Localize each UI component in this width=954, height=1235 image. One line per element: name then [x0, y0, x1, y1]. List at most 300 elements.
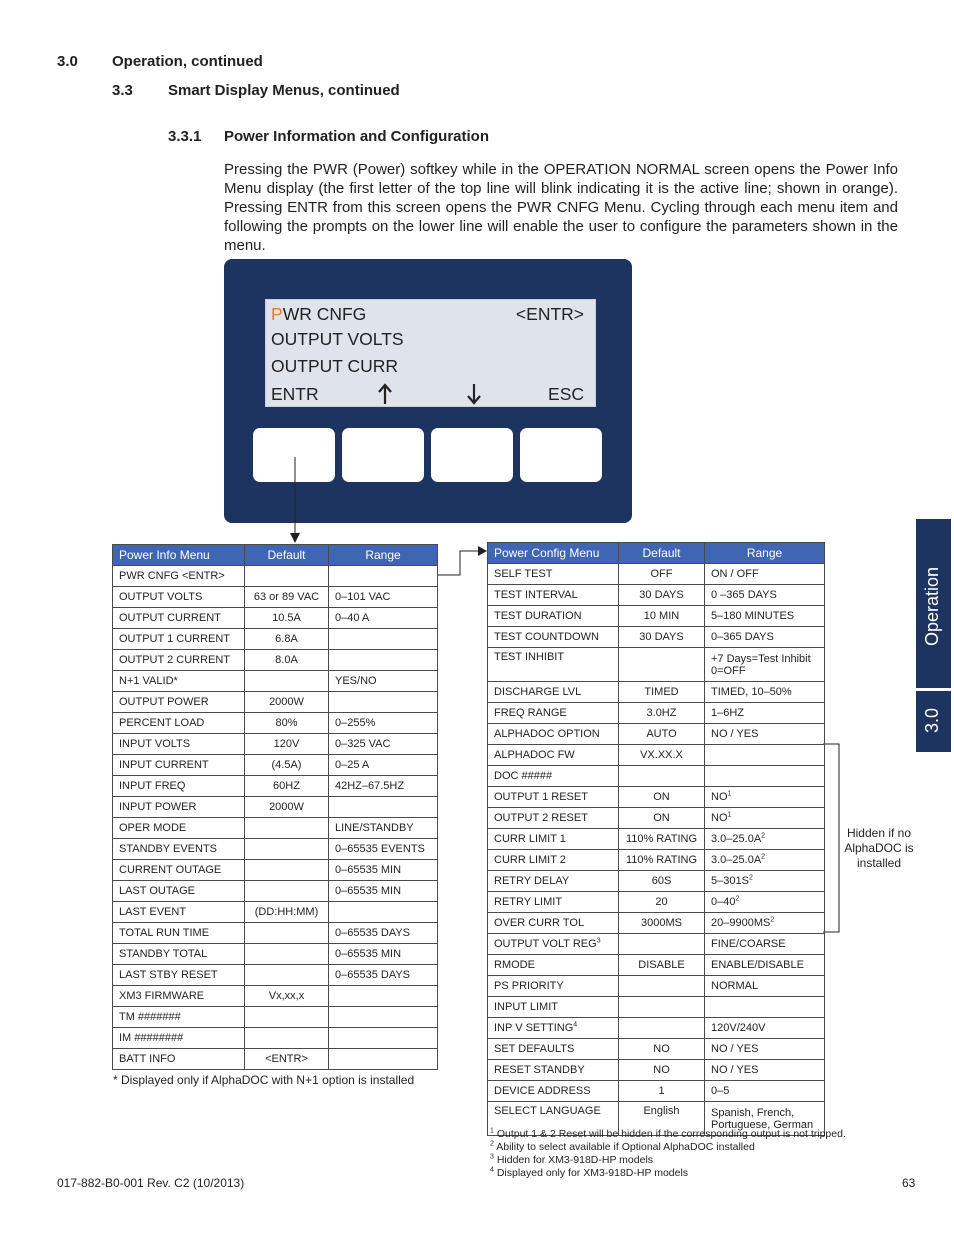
table-row: [113, 671, 438, 692]
active-letter: P: [271, 304, 283, 324]
range-cell: [705, 808, 825, 829]
range-cell: [705, 724, 825, 745]
default-cell: [245, 692, 329, 713]
default-cell: [619, 808, 705, 829]
table-row: [488, 724, 825, 745]
menu-item-cell-text: INPUT CURRENT: [119, 759, 209, 771]
range-cell: [329, 881, 438, 902]
table-row: [113, 566, 438, 587]
range-cell: [705, 955, 825, 976]
default-cell: [619, 627, 705, 648]
range-cell: [329, 1028, 438, 1049]
menu-item-cell-text: ALPHADOC OPTION: [494, 728, 600, 740]
menu-item-cell: [488, 913, 619, 934]
menu-item-cell: [488, 703, 619, 724]
menu-item-cell: [113, 797, 245, 818]
default-cell: [245, 797, 329, 818]
menu-item-cell-text: SELF TEST: [494, 568, 553, 580]
table-row: [113, 839, 438, 860]
table-row: [113, 965, 438, 986]
default-cell: [619, 703, 705, 724]
default-cell: [245, 881, 329, 902]
range-cell: [705, 787, 825, 808]
default-cell: [619, 724, 705, 745]
range-cell: [329, 923, 438, 944]
default-cell-text: 10.5A: [272, 612, 301, 624]
default-cell-text: <ENTR>: [265, 1053, 308, 1065]
range-cell: [705, 627, 825, 648]
range-cell: [705, 892, 825, 913]
range-cell: [329, 965, 438, 986]
side-tab-number: 3.0: [922, 707, 942, 733]
range-cell-text: LINE/STANDBY: [335, 822, 414, 834]
table-row: [488, 766, 825, 787]
table-row: [113, 902, 438, 923]
menu-item-cell: [113, 776, 245, 797]
table-row: [113, 650, 438, 671]
alphadoc-hidden-note: [839, 826, 919, 871]
range-cell-text: 0–65535 EVENTS: [335, 843, 425, 855]
table-header-row: [488, 543, 825, 564]
default-cell: [619, 787, 705, 808]
menu-item-cell-text: LAST EVENT: [119, 906, 187, 918]
footnote-ref: 3: [596, 937, 601, 945]
range-cell-text: 0–40: [711, 896, 736, 908]
range-cell: [329, 713, 438, 734]
range-cell: [329, 566, 438, 587]
menu-item-cell: [488, 724, 619, 745]
menu-item-cell: [488, 606, 619, 627]
default-cell-text: AUTO: [646, 728, 677, 740]
table-row: [488, 829, 825, 850]
range-cell-text: 0–65535 MIN: [335, 864, 402, 876]
default-cell: [245, 860, 329, 881]
table-row: [488, 913, 825, 934]
menu-item-cell-text: TOTAL RUN TIME: [119, 927, 210, 939]
side-tab-divider: [916, 688, 951, 691]
menu-item-cell-text: CURR LIMIT 2: [494, 854, 566, 866]
footnote-ref: 2: [761, 853, 766, 861]
default-cell: [245, 839, 329, 860]
default-cell: [619, 871, 705, 892]
table-row: [488, 745, 825, 766]
range-cell-text: NORMAL: [711, 980, 759, 992]
menu-item-cell-text: OVER CURR TOL: [494, 917, 585, 929]
range-line-2: Portuguese, German: [711, 1118, 814, 1131]
default-cell: [245, 986, 329, 1007]
range-cell: [329, 860, 438, 881]
range-cell: [329, 818, 438, 839]
menu-item-cell: [488, 1018, 619, 1039]
default-cell-text: 60S: [651, 875, 672, 887]
menu-item-cell-text: PERCENT LOAD: [119, 717, 205, 729]
menu-item-cell-text: OUTPUT POWER: [119, 696, 209, 708]
footnote-ref: 1: [727, 811, 732, 819]
note-line: installed: [856, 856, 902, 870]
menu-item-cell-text: RMODE: [494, 959, 535, 971]
range-cell: [329, 692, 438, 713]
range-cell-text: 0–5: [711, 1085, 730, 1097]
subsubsection-number: 3.3.1: [168, 128, 202, 145]
range-cell: [705, 648, 825, 682]
footnote-ref: 2: [735, 895, 740, 903]
menu-item-cell: [113, 587, 245, 608]
footnote: $^1$ Output 1 & 2 Reset will be hidden if the corresponding output is not tripped.: [490, 1127, 846, 1140]
table-row: [488, 1081, 825, 1102]
menu-item-cell-text: N+1 VALID*: [119, 675, 178, 687]
default-cell: [245, 629, 329, 650]
menu-item-cell: [113, 566, 245, 587]
table-row: [488, 585, 825, 606]
table-row: [488, 850, 825, 871]
menu-item-cell: [488, 829, 619, 850]
default-cell-text: VX.XX.X: [640, 749, 683, 761]
menu-item-cell-text: PWR CNFG <ENTR>: [119, 570, 225, 582]
menu-item-cell-text: INPUT VOLTS: [119, 738, 191, 750]
default-cell: [245, 1028, 329, 1049]
menu-item-cell-text: STANDBY TOTAL: [119, 948, 208, 960]
default-cell-text: 120V: [273, 738, 300, 750]
default-cell: [245, 944, 329, 965]
table-row: [488, 997, 825, 1018]
menu-item-cell: [113, 734, 245, 755]
menu-item-cell: [488, 766, 619, 787]
range-cell: [329, 776, 438, 797]
footnote-ref: 1: [727, 790, 732, 798]
menu-item-cell: [488, 808, 619, 829]
range-cell: [329, 629, 438, 650]
menu-item-cell: [113, 692, 245, 713]
default-cell: [619, 1039, 705, 1060]
default-cell: [619, 682, 705, 703]
table-row: [113, 734, 438, 755]
default-cell: [245, 755, 329, 776]
range-cell: [705, 606, 825, 627]
lcd-line-2: OUTPUT VOLTS: [271, 329, 404, 349]
page-number: 63: [902, 1176, 916, 1190]
table-row: [488, 1060, 825, 1081]
table-row: [113, 923, 438, 944]
menu-item-cell: [113, 923, 245, 944]
menu-item-cell: [488, 892, 619, 913]
menu-item-cell: [488, 1039, 619, 1060]
default-cell-text: (4.5A): [271, 759, 302, 771]
table-row: [488, 703, 825, 724]
menu-item-cell-text: DEVICE ADDRESS: [494, 1085, 591, 1097]
footnote: $^4$ Displayed only for XM3-918D-HP models: [490, 1166, 689, 1179]
default-cell: [619, 1060, 705, 1081]
menu-item-cell: [488, 997, 619, 1018]
column-header: Range: [705, 543, 825, 564]
table-row: [488, 682, 825, 703]
range-cell-text: NO: [711, 812, 728, 824]
range-cell-text: 42HZ–67.5HZ: [335, 780, 405, 792]
column-header: Default: [245, 545, 329, 566]
range-cell: [705, 934, 825, 955]
range-line-2: 0=OFF: [711, 664, 746, 677]
default-cell-text: 30 DAYS: [639, 589, 684, 601]
side-tab-label: Operation: [922, 566, 942, 646]
range-cell: [705, 1060, 825, 1081]
table-row: [488, 892, 825, 913]
footnote-ref: 2: [770, 916, 775, 924]
menu-item-cell: [113, 860, 245, 881]
default-cell: [619, 997, 705, 1018]
table-row: [488, 976, 825, 997]
menu-item-cell-text: OUTPUT 1 RESET: [494, 791, 588, 803]
menu-item-cell-text: IM ########: [119, 1032, 184, 1044]
table-row: [113, 587, 438, 608]
range-cell: [329, 902, 438, 923]
table-row: [113, 881, 438, 902]
default-cell-text: NO: [653, 1064, 670, 1076]
footnote: $^2$ Ability to select available if Optional AlphaDOC installed: [490, 1140, 755, 1153]
range-cell-text: 0–365 DAYS: [711, 631, 774, 643]
default-cell-text: 2000W: [269, 696, 304, 708]
table-row: [113, 713, 438, 734]
range-cell: [329, 671, 438, 692]
menu-item-cell-text: RESET STANDBY: [494, 1064, 585, 1076]
menu-item-cell: [113, 671, 245, 692]
menu-item-cell: [113, 608, 245, 629]
table-row: [113, 860, 438, 881]
range-cell-text: NO: [711, 791, 728, 803]
menu-item-cell: [113, 1049, 245, 1070]
default-cell-text: ON: [653, 812, 670, 824]
default-cell-text: 3000MS: [641, 917, 682, 929]
default-cell: [619, 1018, 705, 1039]
default-cell: [619, 606, 705, 627]
menu-item-cell: [488, 648, 619, 682]
menu-item-cell: [488, 976, 619, 997]
range-cell: [329, 734, 438, 755]
menu-item-cell-text: TEST DURATION: [494, 610, 582, 622]
table-row: [113, 1049, 438, 1070]
range-cell: [705, 766, 825, 787]
range-cell-text: +7 Days=Test Inhibit: [711, 652, 811, 665]
table-row: [488, 787, 825, 808]
menu-item-cell-text: OPER MODE: [119, 822, 187, 834]
range-cell-text: NO / YES: [711, 1064, 759, 1076]
range-cell-text: 5–301S: [711, 875, 749, 887]
menu-item-cell-text: SELECT LANGUAGE: [494, 1105, 601, 1117]
column-header: Power Config Menu: [488, 543, 619, 564]
document-id: 017-882-B0-001 Rev. C2 (10/2013): [57, 1176, 245, 1190]
default-cell: [619, 892, 705, 913]
section-title: Operation, continued: [112, 53, 263, 70]
range-cell-text: NO / YES: [711, 728, 759, 740]
range-cell-text: 120V/240V: [711, 1022, 766, 1034]
default-cell: [245, 650, 329, 671]
table-row: [488, 1018, 825, 1039]
menu-item-cell-text: LAST OUTAGE: [119, 885, 196, 897]
menu-item-cell-text: ALPHADOC FW: [494, 749, 575, 761]
default-cell: [245, 1049, 329, 1070]
range-cell: [329, 608, 438, 629]
menu-item-cell-text: FREQ RANGE: [494, 707, 567, 719]
default-cell: [619, 913, 705, 934]
range-cell: [705, 997, 825, 1018]
range-cell: [329, 986, 438, 1007]
subsection-number: 3.3: [112, 82, 133, 99]
table-row: [488, 648, 825, 682]
menu-item-cell-text: RETRY DELAY: [494, 875, 570, 887]
menu-item-cell-text: TEST COUNTDOWN: [494, 631, 599, 643]
default-cell: [619, 745, 705, 766]
menu-item-cell: [113, 1028, 245, 1049]
power-info-menu-table: [112, 544, 438, 1070]
menu-item-cell-text: TEST INHIBIT: [494, 651, 565, 663]
table-header-row: [113, 545, 438, 566]
menu-item-cell: [113, 650, 245, 671]
default-cell: [619, 850, 705, 871]
range-cell: [705, 682, 825, 703]
range-cell: [705, 850, 825, 871]
default-cell-text: Vx,xx,x: [268, 990, 305, 1002]
menu-item-cell-text: DOC #####: [494, 770, 553, 782]
range-cell-text: 0–325 VAC: [335, 738, 391, 750]
range-cell: [329, 797, 438, 818]
range-cell: [329, 1049, 438, 1070]
default-cell-text: 60HZ: [273, 780, 300, 792]
default-cell: [245, 734, 329, 755]
default-cell-text: (DD:HH:MM): [254, 906, 319, 918]
default-cell-text: OFF: [650, 568, 673, 580]
section-number: 3.0: [57, 53, 78, 70]
menu-item-cell: [113, 881, 245, 902]
default-cell-text: NO: [653, 1043, 670, 1055]
menu-item-cell-text: XM3 FIRMWARE: [119, 990, 205, 1002]
menu-item-cell: [113, 713, 245, 734]
footnote-ref: 4: [573, 1021, 578, 1029]
default-cell: [619, 934, 705, 955]
range-cell: [329, 587, 438, 608]
column-header: Power Info Menu: [113, 545, 245, 566]
default-cell: [245, 671, 329, 692]
menu-item-cell-text: INPUT POWER: [119, 801, 197, 813]
table-row: [113, 692, 438, 713]
range-cell: [329, 944, 438, 965]
range-cell-text: 20–9900MS: [711, 917, 771, 929]
menu-item-cell-text: INP V SETTING: [494, 1022, 574, 1034]
range-cell-text: FINE/COARSE: [711, 938, 786, 950]
default-cell: [245, 902, 329, 923]
default-cell: [619, 976, 705, 997]
table-row: [488, 627, 825, 648]
table-row: [113, 797, 438, 818]
default-cell-text: ON: [653, 791, 670, 803]
menu-item-cell-text: PS PRIORITY: [494, 980, 564, 992]
range-cell-text: 0–25 A: [335, 759, 370, 771]
default-cell-text: 63 or 89 VAC: [253, 591, 320, 603]
default-cell: [619, 648, 705, 682]
range-cell-text: 5–180 MINUTES: [711, 610, 795, 622]
default-cell: [619, 585, 705, 606]
menu-item-cell: [488, 745, 619, 766]
table-row: [488, 934, 825, 955]
body-paragraph: Pressing the PWR (Power) softkey while in the OPERATION NORMAL screen opens the Power Info Menu display (the first letter of the top line will blink indicating it is the active line; shown in orange). Pressing ENTR from this screen opens the PWR CNFG Menu. Cycling through each menu item and following the prompts on the lower line will enable the user to configure the parameters shown in the menu.: [224, 161, 898, 254]
table-row: [113, 755, 438, 776]
range-cell-text: 0–65535 MIN: [335, 885, 402, 897]
note-line: Hidden if no: [846, 826, 912, 840]
menu-item-cell: [488, 871, 619, 892]
menu-item-cell-text: BATT INFO: [119, 1053, 176, 1065]
range-cell: [705, 703, 825, 724]
table-row: [113, 1007, 438, 1028]
menu-item-cell: [488, 564, 619, 585]
default-cell: [245, 818, 329, 839]
menu-item-cell-text: RETRY LIMIT: [494, 896, 563, 908]
lcd-entr-prompt: <ENTR>: [515, 304, 584, 324]
menu-item-cell-text: CURRENT OUTAGE: [119, 864, 222, 876]
menu-item-cell: [488, 787, 619, 808]
range-cell: [705, 829, 825, 850]
default-cell: [245, 608, 329, 629]
range-cell: [329, 755, 438, 776]
menu-item-cell-text: LAST STBY RESET: [119, 969, 218, 981]
menu-item-cell-text: INPUT FREQ: [119, 780, 186, 792]
subsection-title: Smart Display Menus, continued: [168, 82, 400, 99]
menu-item-cell: [113, 839, 245, 860]
table-row: [113, 944, 438, 965]
range-cell-text: 0–40 A: [335, 612, 370, 624]
default-cell: [619, 1081, 705, 1102]
power-config-menu-table: [487, 542, 825, 1136]
range-cell-text: 3.0–25.0A: [711, 854, 762, 866]
default-cell-text: 2000W: [269, 801, 304, 813]
table-row: [488, 606, 825, 627]
menu-item-cell: [113, 986, 245, 1007]
range-cell: [705, 1081, 825, 1102]
default-cell: [619, 766, 705, 787]
default-cell: [245, 566, 329, 587]
range-cell-text: 0–255%: [335, 717, 376, 729]
menu-item-cell-text: CURR LIMIT 1: [494, 833, 566, 845]
menu-item-cell-text: OUTPUT VOLTS: [119, 591, 203, 603]
menu-item-cell-text: STANDBY EVENTS: [119, 843, 218, 855]
range-cell-text: 1–6HZ: [711, 707, 745, 719]
range-cell: [329, 1007, 438, 1028]
default-cell-text: TIMED: [644, 686, 679, 698]
menu-item-cell: [488, 585, 619, 606]
default-cell-text: 8.0A: [275, 654, 298, 666]
default-cell: [245, 587, 329, 608]
table-row: [113, 608, 438, 629]
default-cell-text: 6.8A: [275, 633, 298, 645]
menu-item-cell-text: OUTPUT 2 RESET: [494, 812, 588, 824]
default-cell-text: 10 MIN: [643, 610, 680, 622]
menu-item-cell-text: OUTPUT VOLT REG: [494, 938, 597, 950]
range-cell: [705, 564, 825, 585]
default-cell: [245, 776, 329, 797]
range-cell-text: 0–65535 DAYS: [335, 927, 411, 939]
menu-item-cell: [488, 682, 619, 703]
default-cell-text: 30 DAYS: [639, 631, 684, 643]
default-cell-text: 3.0HZ: [646, 707, 677, 719]
default-cell-text: 110% RATING: [625, 854, 698, 866]
table-row: [113, 986, 438, 1007]
menu-item-cell-text: SET DEFAULTS: [494, 1043, 575, 1055]
default-cell-text: 110% RATING: [625, 833, 698, 845]
column-header: Range: [329, 545, 438, 566]
table-row: [488, 564, 825, 585]
range-cell-text: 0 –365 DAYS: [711, 589, 777, 601]
footnote-ref: 2: [748, 874, 753, 882]
menu-item-cell: [113, 629, 245, 650]
default-cell-text: English: [643, 1105, 680, 1117]
range-cell-text: 0–101 VAC: [335, 591, 391, 603]
menu-item-cell: [488, 850, 619, 871]
